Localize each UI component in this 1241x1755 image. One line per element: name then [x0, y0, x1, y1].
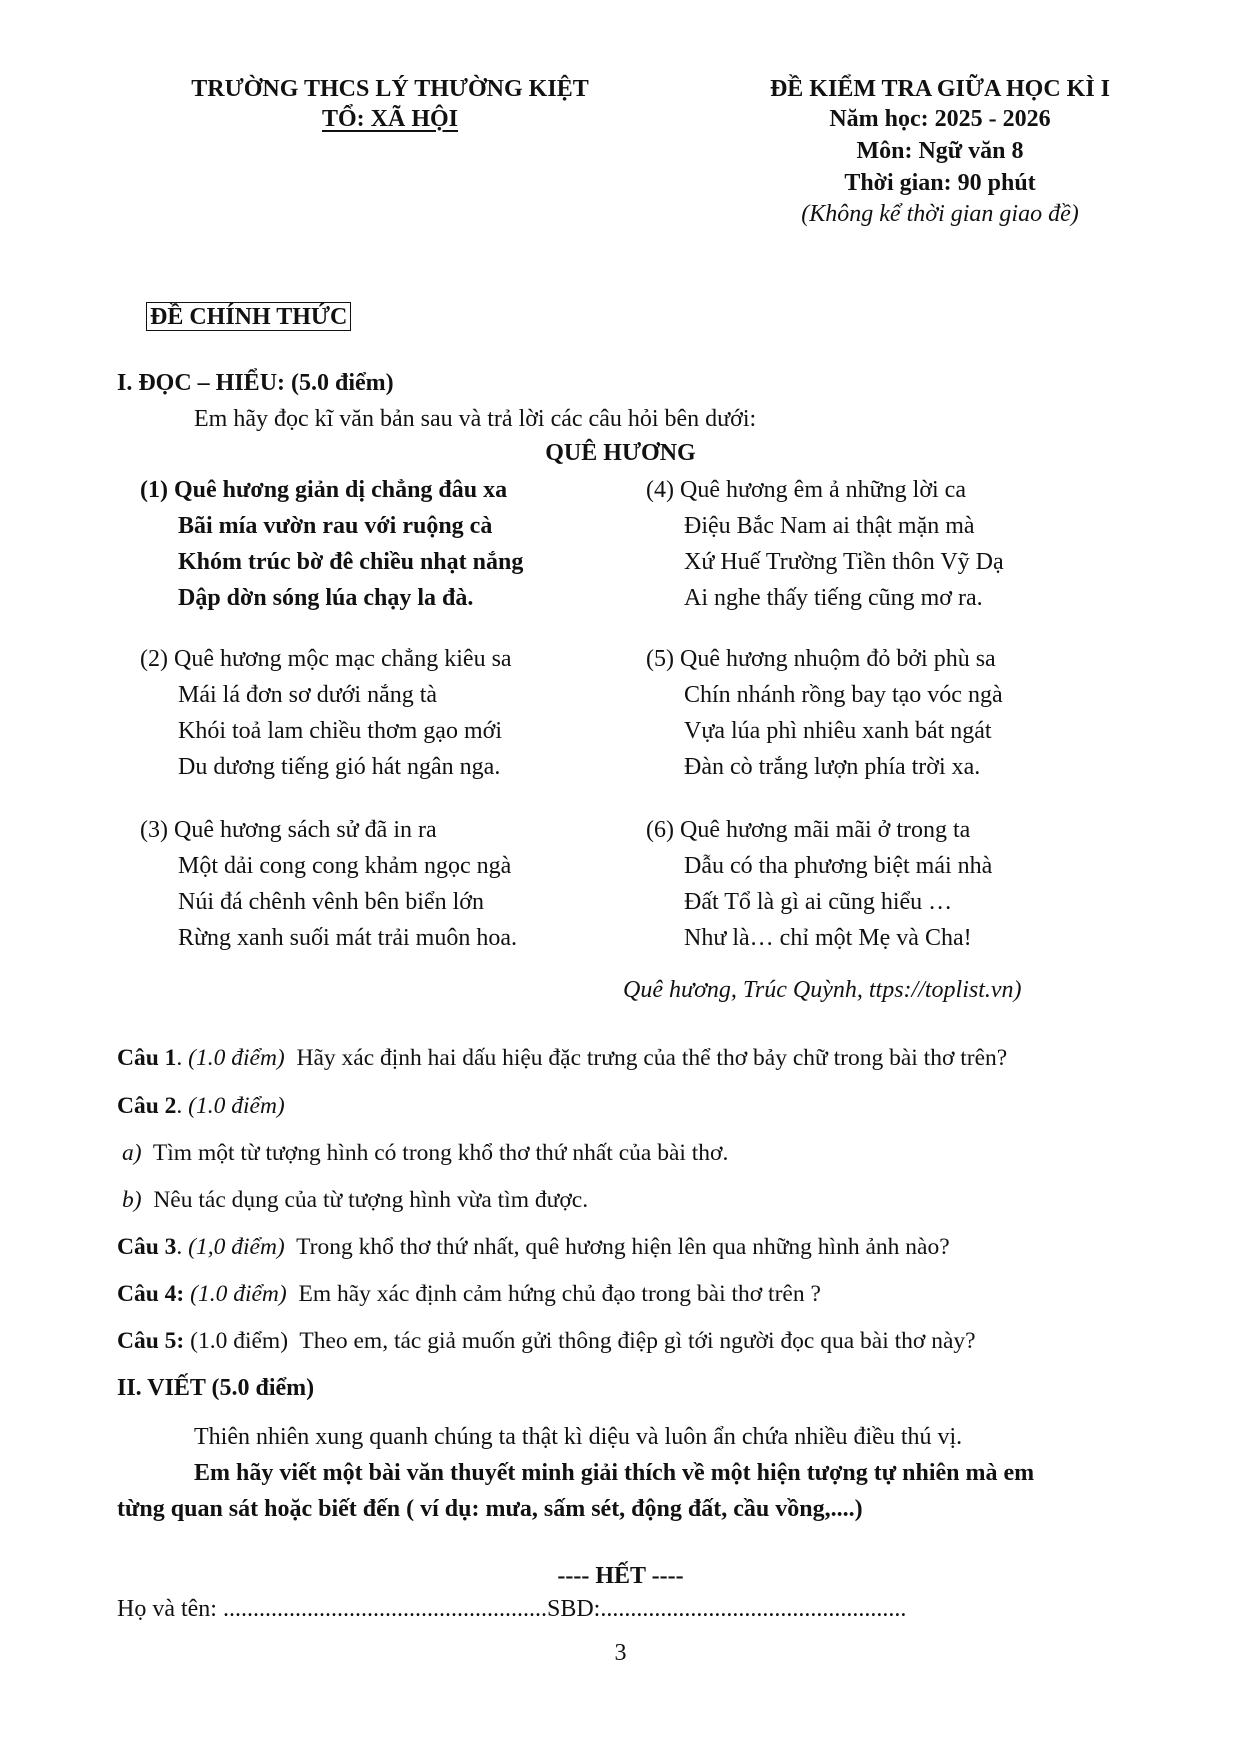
poem-line: Bãi mía vườn rau với ruộng cà	[178, 513, 493, 539]
reading-instruction: Em hãy đọc kĩ văn bản sau và trả lời các câu hỏi bên dưới:	[194, 406, 757, 432]
duration-note: (Không kể thời gian giao đề)	[801, 201, 1079, 227]
question-3	[117, 1234, 950, 1261]
question-sep: .	[176, 1234, 189, 1260]
poem-line: (6) Quê hương mãi mãi ở trong ta	[646, 817, 971, 843]
department-name	[130, 106, 650, 133]
page-number: 3	[614, 1640, 627, 1666]
poem-line: Du dương tiếng gió hát ngân nga.	[178, 754, 501, 780]
question-text: Trong khổ thơ thứ nhất, quê hương hiện lên qua những hình ảnh nào?	[296, 1234, 950, 1260]
question-label: Câu 2	[117, 1093, 177, 1119]
poem-line: Mái lá đơn sơ dưới nắng tà	[178, 682, 438, 708]
stanza-5	[646, 641, 1003, 785]
poem-line: Rừng xanh suối mát trải muôn hoa.	[178, 925, 517, 951]
subquestion-label: a)	[122, 1140, 142, 1166]
school-name: TRƯỜNG THCS LÝ THƯỜNG KIỆT	[191, 76, 589, 102]
poem-line: Đàn cò trắng lượn phía trời xa.	[684, 754, 981, 780]
poem-line: (3) Quê hương sách sử đã in ra	[140, 817, 437, 843]
question-points: (1.0 điểm)	[190, 1328, 289, 1354]
subject: Môn: Ngữ văn 8	[856, 138, 1024, 164]
question-label: Câu 3	[117, 1234, 177, 1260]
question-sep: .	[176, 1045, 189, 1071]
question-points: (1.0 điểm)	[190, 1281, 287, 1307]
question-points: (1.0 điểm)	[188, 1093, 285, 1119]
question-4	[117, 1281, 821, 1308]
subquestion-label: b)	[122, 1187, 142, 1213]
poem-line: (1) Quê hương giản dị chẳng đâu xa	[140, 477, 508, 503]
subquestion-text: Nêu tác dụng của từ tượng hình vừa tìm được.	[153, 1187, 589, 1213]
question-1	[117, 1045, 1007, 1072]
stanza-4	[646, 472, 1004, 616]
poem-line: Khóm trúc bờ đê chiều nhạt nắng	[178, 549, 524, 575]
department-label: TỔ: XÃ HỘI	[321, 106, 458, 132]
question-label: Câu 1	[117, 1045, 177, 1071]
question-5	[117, 1328, 976, 1355]
stanza-3	[140, 812, 517, 956]
exam-title: ĐỀ KIỂM TRA GIỮA HỌC KÌ I	[769, 76, 1111, 102]
question-text: Theo em, tác giả muốn gửi thông điệp gì tới người đọc qua bài thơ này?	[299, 1328, 976, 1354]
poem-line: Một dải cong cong khảm ngọc ngà	[178, 853, 512, 879]
poem-line: (5) Quê hương nhuộm đỏ bởi phù sa	[646, 646, 996, 672]
poem-line: (4) Quê hương êm ả những lời ca	[646, 477, 966, 503]
school-year: Năm học: 2025 - 2026	[829, 106, 1051, 132]
subquestion-text: Tìm một từ tượng hình có trong khổ thơ thứ nhất của bài thơ.	[152, 1140, 729, 1166]
question-sep: .	[176, 1093, 189, 1119]
poem-line: Xứ Huế Trường Tiền thôn Vỹ Dạ	[684, 549, 1004, 575]
question-text: Em hãy xác định cảm hứng chủ đạo trong bài thơ trên ?	[298, 1281, 821, 1307]
question-label: Câu 5:	[117, 1328, 185, 1354]
poem-line: Vựa lúa phì nhiêu xanh bát ngát	[684, 718, 992, 744]
poem-line: Núi đá chênh vênh bên biển lớn	[178, 889, 484, 915]
poem-line: Dập dờn sóng lúa chạy la đà.	[178, 585, 474, 611]
poem-line: Đất Tổ là gì ai cũng hiểu …	[684, 889, 953, 915]
end-marker: ---- HẾT ----	[557, 1563, 684, 1589]
stanza-6	[646, 812, 992, 956]
poem-source: Quê hương, Trúc Quỳnh, ttps://toplist.vn)	[623, 977, 1022, 1003]
question-2a	[122, 1140, 728, 1167]
poem-line: Như là… chỉ một Mẹ và Cha!	[684, 925, 972, 951]
question-points: (1.0 điểm)	[188, 1045, 285, 1071]
poem-title: QUÊ HƯƠNG	[545, 440, 696, 466]
section1-title: I. ĐỌC – HIỂU: (5.0 điểm)	[117, 370, 394, 396]
writing-task-line-2: từng quan sát hoặc biết đến ( ví dụ: mưa, sấm sét, động đất, cầu vồng,....)	[117, 1496, 863, 1522]
duration: Thời gian: 90 phút	[844, 170, 1036, 196]
poem-line: Chín nhánh rồng bay tạo vóc ngà	[684, 682, 1003, 708]
question-2b	[122, 1187, 588, 1214]
writing-task-line-1: Em hãy viết một bài văn thuyết minh giải thích về một hiện tượng tự nhiên mà em	[194, 1460, 1035, 1486]
poem-line: (2) Quê hương mộc mạc chẳng kiêu sa	[140, 646, 512, 672]
official-label-box: ĐỀ CHÍNH THỨC	[146, 302, 351, 331]
question-2	[117, 1093, 285, 1120]
official-label	[146, 304, 351, 331]
stanza-1	[140, 472, 523, 616]
writing-intro: Thiên nhiên xung quanh chúng ta thật kì diệu và luôn ẩn chứa nhiều điều thú vị.	[194, 1424, 963, 1450]
stanza-2	[140, 641, 512, 785]
question-label: Câu 4:	[117, 1281, 185, 1307]
poem-line: Khói toả lam chiều thơm gạo mới	[178, 718, 502, 744]
question-text: Hãy xác định hai dấu hiệu đặc trưng của thể thơ bảy chữ trong bài thơ trên?	[296, 1045, 1008, 1071]
name-sbd-line: Họ và tên: ......................................................SBD:...................................................	[117, 1596, 907, 1622]
poem-line: Ai nghe thấy tiếng cũng mơ ra.	[684, 585, 983, 611]
poem-line: Dẫu có tha phương biệt mái nhà	[684, 853, 993, 879]
section2-title: II. VIẾT (5.0 điểm)	[117, 1375, 315, 1401]
poem-line: Điệu Bắc Nam ai thật mặn mà	[684, 513, 975, 539]
question-points: (1,0 điểm)	[188, 1234, 285, 1260]
